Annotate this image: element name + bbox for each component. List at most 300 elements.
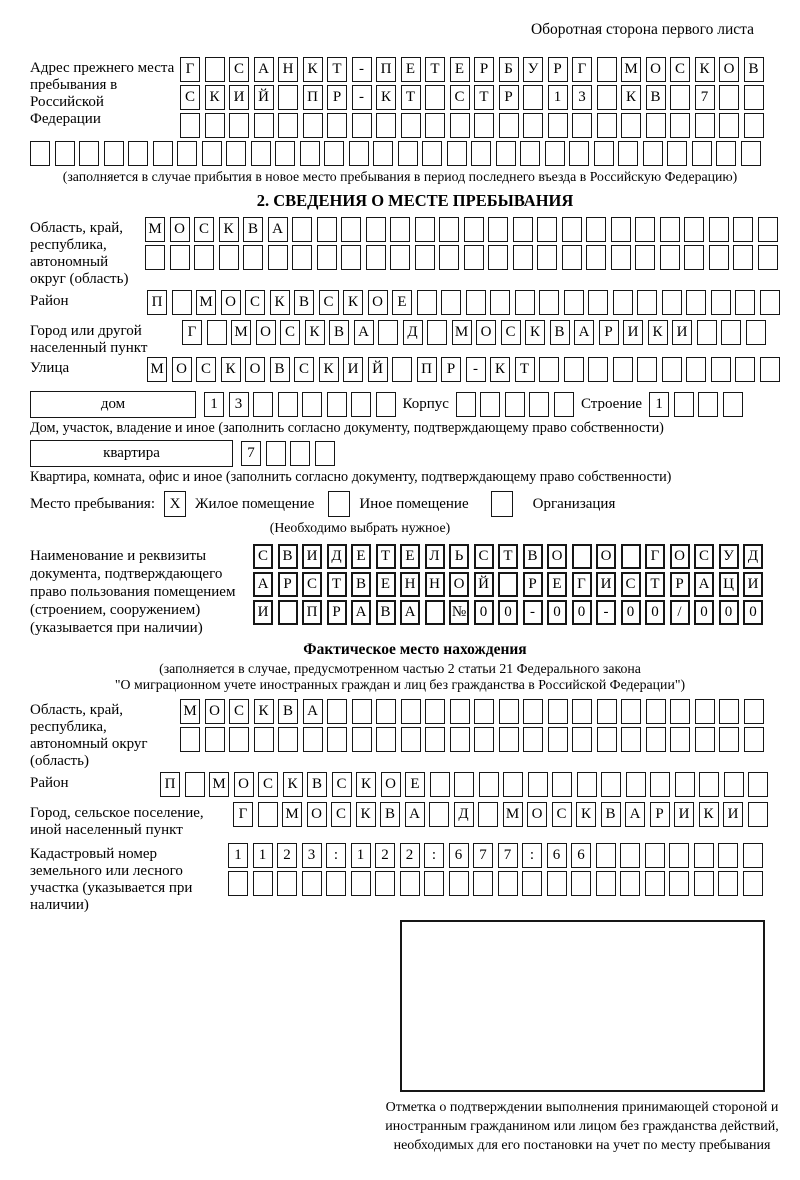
char-box (743, 843, 763, 868)
stay-option-other-premises-checkbox (328, 491, 350, 517)
char-box (376, 113, 396, 138)
char-box (569, 141, 589, 166)
char-box (572, 544, 592, 569)
char-box (548, 727, 568, 752)
char-box (618, 141, 638, 166)
char-box (572, 113, 592, 138)
char-box: У (523, 57, 543, 82)
char-box (376, 392, 396, 417)
char-box: Д (327, 544, 347, 569)
apartment-note: Квартира, комната, офис и иное (заполнить согласно документу, подтверждающему право собственности) (30, 469, 672, 485)
char-box (695, 727, 715, 752)
char-box: Н (278, 57, 298, 82)
char-box: Т (645, 572, 665, 597)
char-box: С (331, 802, 351, 827)
char-box: С (245, 290, 265, 315)
char-box (660, 245, 680, 270)
actual-location-note-1: (заполняется в случае, предусмотренном частью 2 статьи 21 Федерального закона (159, 661, 641, 676)
char-box (718, 871, 738, 896)
char-box (366, 245, 386, 270)
char-box: И (623, 320, 643, 345)
char-box (597, 727, 617, 752)
corner-note: Оборотная сторона первого листа (530, 21, 754, 38)
char-box (650, 772, 670, 797)
char-box: Т (327, 572, 347, 597)
char-box (523, 113, 543, 138)
char-box (417, 290, 437, 315)
char-box: 2 (277, 843, 297, 868)
char-box: К (576, 802, 596, 827)
char-box: С (229, 699, 249, 724)
char-box (554, 392, 574, 417)
char-box (505, 392, 525, 417)
prev-address-note: (заполняется в случае прибытия в новое место пребывания в период последнего въезда в Российскую Федерацию) (62, 169, 738, 184)
char-box: О (256, 320, 276, 345)
char-box: 0 (719, 600, 739, 625)
char-box (748, 772, 768, 797)
city-label: Город или другой населенный пункт (30, 323, 148, 356)
char-box (611, 245, 631, 270)
char-box: К (695, 57, 715, 82)
char-box (229, 113, 249, 138)
char-box: С (670, 57, 690, 82)
char-box (698, 392, 718, 417)
char-box (454, 772, 474, 797)
char-box (646, 699, 666, 724)
actual-location-block (30, 699, 800, 914)
char-box: К (254, 699, 274, 724)
char-box (352, 727, 372, 752)
char-box (645, 871, 665, 896)
char-box (464, 217, 484, 242)
char-box: Р (278, 572, 298, 597)
prev-address-row-2 (180, 85, 764, 110)
char-box: Е (450, 57, 470, 82)
char-box: П (160, 772, 180, 797)
char-box (254, 113, 274, 138)
char-box (499, 699, 519, 724)
district-label: Район (30, 293, 69, 309)
char-box: : (424, 843, 444, 868)
char-box: 1 (204, 392, 224, 417)
char-box: С (253, 544, 273, 569)
actual-district-label: Район (30, 775, 69, 791)
char-box (637, 357, 657, 382)
char-box (669, 843, 689, 868)
char-box (327, 727, 347, 752)
char-box (430, 772, 450, 797)
char-box (643, 141, 663, 166)
char-box: И (343, 357, 363, 382)
char-box (450, 113, 470, 138)
char-box: И (302, 544, 322, 569)
char-box (341, 245, 361, 270)
korpus-row (456, 392, 574, 417)
char-box (375, 871, 395, 896)
char-box (719, 113, 739, 138)
char-box (464, 245, 484, 270)
char-box (548, 113, 568, 138)
actual-city-row-group (30, 802, 800, 839)
char-box: Д (454, 802, 474, 827)
char-box: К (699, 802, 719, 827)
char-box: Р (523, 572, 543, 597)
char-box: Р (548, 57, 568, 82)
char-box: Е (547, 572, 567, 597)
char-box (376, 727, 396, 752)
char-box (513, 217, 533, 242)
char-box: 0 (743, 600, 763, 625)
char-box (597, 699, 617, 724)
char-box: М (209, 772, 229, 797)
char-box (513, 245, 533, 270)
actual-region-row-2 (180, 727, 764, 752)
char-box (515, 290, 535, 315)
char-box (523, 699, 543, 724)
char-box (645, 843, 665, 868)
street-row-group (30, 357, 800, 385)
char-box (373, 141, 393, 166)
char-box (194, 245, 214, 270)
char-box: Й (254, 85, 274, 110)
char-box: В (278, 699, 298, 724)
char-box (733, 217, 753, 242)
char-box (564, 357, 584, 382)
char-box (552, 772, 572, 797)
char-box (185, 772, 205, 797)
char-box: К (283, 772, 303, 797)
char-box: О (547, 544, 567, 569)
char-box: 0 (572, 600, 592, 625)
char-box: К (621, 85, 641, 110)
char-box (253, 871, 273, 896)
char-box (324, 141, 344, 166)
actual-city-row (233, 802, 768, 827)
char-box (302, 871, 322, 896)
prev-address-row-1 (180, 57, 764, 82)
char-box: 0 (547, 600, 567, 625)
char-box: Г (180, 57, 200, 82)
char-box: 0 (694, 600, 714, 625)
char-box: В (523, 544, 543, 569)
char-box (327, 392, 347, 417)
char-box (425, 727, 445, 752)
actual-region-row-1 (180, 699, 764, 724)
char-box (620, 871, 640, 896)
char-box: 2 (400, 843, 420, 868)
char-box: Р (327, 85, 347, 110)
char-box (611, 217, 631, 242)
stay-option-residential-checkbox: X (164, 491, 186, 517)
char-box: И (253, 600, 273, 625)
char-box (352, 113, 372, 138)
char-box (588, 357, 608, 382)
char-box: Г (233, 802, 253, 827)
char-box: К (356, 772, 376, 797)
char-box (229, 727, 249, 752)
char-box (251, 141, 271, 166)
char-box (219, 245, 239, 270)
char-box: В (243, 217, 263, 242)
char-box: А (354, 320, 374, 345)
char-box: Т (401, 85, 421, 110)
char-box: К (303, 57, 323, 82)
char-box: М (231, 320, 251, 345)
char-box: 0 (474, 600, 494, 625)
char-box (724, 772, 744, 797)
char-box: М (282, 802, 302, 827)
char-box (601, 772, 621, 797)
char-box: 7 (473, 843, 493, 868)
char-box (422, 141, 442, 166)
char-box: Д (403, 320, 423, 345)
stroenie-label: Строение (580, 396, 643, 412)
char-box: С (501, 320, 521, 345)
char-box (479, 772, 499, 797)
char-box: С (229, 57, 249, 82)
char-box (744, 113, 764, 138)
char-box (744, 85, 764, 110)
char-box: В (329, 320, 349, 345)
char-box (303, 727, 323, 752)
char-box (760, 357, 780, 382)
char-box: № (449, 600, 469, 625)
district-row-group (30, 290, 800, 318)
char-box: Д (743, 544, 763, 569)
apartment-row-group (30, 440, 800, 467)
char-box (317, 245, 337, 270)
char-box: М (147, 357, 167, 382)
char-box (735, 290, 755, 315)
char-box: 1 (351, 843, 371, 868)
char-box: И (229, 85, 249, 110)
char-box: П (376, 57, 396, 82)
char-box (401, 727, 421, 752)
char-box (709, 217, 729, 242)
char-box: Р (441, 357, 461, 382)
char-box: А (351, 600, 371, 625)
char-box: - (466, 357, 486, 382)
char-box: М (452, 320, 472, 345)
char-box (327, 699, 347, 724)
char-box: К (205, 85, 225, 110)
char-box: О (245, 357, 265, 382)
char-box: Р (499, 85, 519, 110)
char-box: 7 (498, 843, 518, 868)
char-box: Ц (719, 572, 739, 597)
char-box: С (196, 357, 216, 382)
char-box (415, 245, 435, 270)
char-box (456, 392, 476, 417)
char-box: А (253, 572, 273, 597)
char-box: К (305, 320, 325, 345)
char-box (390, 217, 410, 242)
char-box (302, 392, 322, 417)
char-box: К (376, 85, 396, 110)
char-box (447, 141, 467, 166)
stroenie-row (649, 392, 743, 417)
stay-option-organization-label: Организация (532, 495, 616, 512)
char-box: И (723, 802, 743, 827)
char-box: А (625, 802, 645, 827)
char-box: Ь (449, 544, 469, 569)
char-box (226, 141, 246, 166)
char-box: А (694, 572, 714, 597)
char-box (586, 217, 606, 242)
char-box: И (596, 572, 616, 597)
actual-region-row-group (30, 699, 800, 770)
char-box: Б (499, 57, 519, 82)
cadastral-row-1 (228, 843, 763, 868)
char-box (327, 113, 347, 138)
char-box (621, 544, 641, 569)
char-box (292, 217, 312, 242)
char-box: К (356, 802, 376, 827)
stay-option-organization-checkbox (491, 491, 513, 517)
char-box (588, 290, 608, 315)
char-box: В (380, 802, 400, 827)
char-box (450, 727, 470, 752)
char-box (441, 290, 461, 315)
char-box: С (319, 290, 339, 315)
char-box: Г (572, 572, 592, 597)
char-box: О (646, 57, 666, 82)
char-box (674, 392, 694, 417)
char-box: С (258, 772, 278, 797)
char-box (719, 85, 739, 110)
char-box: О (172, 357, 192, 382)
char-box (528, 772, 548, 797)
char-box: А (405, 802, 425, 827)
char-box: Й (368, 357, 388, 382)
char-box: К (490, 357, 510, 382)
char-box: М (180, 699, 200, 724)
char-box: О (221, 290, 241, 315)
char-box (153, 141, 173, 166)
char-box: Н (400, 572, 420, 597)
char-box: А (254, 57, 274, 82)
char-box (490, 290, 510, 315)
char-box (450, 699, 470, 724)
char-box (746, 320, 766, 345)
actual-city-label: Город, сельское поселение, иной населенный пункт (30, 805, 204, 838)
char-box: Р (327, 600, 347, 625)
char-box (474, 113, 494, 138)
char-box (748, 802, 768, 827)
char-box (670, 113, 690, 138)
char-box (723, 392, 743, 417)
char-box (523, 727, 543, 752)
prev-address-row-4 (30, 141, 800, 166)
char-box (562, 245, 582, 270)
char-box: Н (425, 572, 445, 597)
char-box (646, 727, 666, 752)
char-box (268, 245, 288, 270)
char-box (758, 217, 778, 242)
char-box (277, 871, 297, 896)
char-box (429, 802, 449, 827)
char-box: Г (182, 320, 202, 345)
char-box (692, 141, 712, 166)
char-box (478, 802, 498, 827)
char-box (278, 85, 298, 110)
char-box (596, 843, 616, 868)
char-box: Е (392, 290, 412, 315)
char-box: 1 (228, 843, 248, 868)
char-box (571, 871, 591, 896)
stay-option-residential-label: Жилое помещение (195, 495, 315, 512)
char-box: А (268, 217, 288, 242)
char-box: Л (425, 544, 445, 569)
apartment-box-label: квартира (30, 440, 233, 467)
char-box (562, 217, 582, 242)
char-box (449, 871, 469, 896)
char-box: А (400, 600, 420, 625)
char-box: П (147, 290, 167, 315)
char-box: В (376, 600, 396, 625)
char-box (180, 727, 200, 752)
char-box (275, 141, 295, 166)
char-box (439, 217, 459, 242)
char-box (498, 572, 518, 597)
char-box: В (270, 357, 290, 382)
char-box (180, 113, 200, 138)
char-box (741, 141, 761, 166)
actual-district-row-group (30, 772, 800, 800)
char-box: 6 (571, 843, 591, 868)
char-box (596, 871, 616, 896)
char-box (564, 290, 584, 315)
char-box (488, 245, 508, 270)
document-row-group (30, 544, 800, 637)
char-box: К (648, 320, 668, 345)
apartment-number-row (241, 441, 335, 466)
char-box: И (743, 572, 763, 597)
char-box (278, 727, 298, 752)
char-box: О (670, 544, 690, 569)
char-box (415, 217, 435, 242)
char-box (378, 320, 398, 345)
char-box: / (670, 600, 690, 625)
char-box (660, 217, 680, 242)
char-box (621, 113, 641, 138)
stay-option-other-premises-label: Иное помещение (359, 495, 469, 512)
char-box (537, 217, 557, 242)
char-box (172, 290, 192, 315)
char-box (326, 871, 346, 896)
char-box (425, 600, 445, 625)
char-box (719, 699, 739, 724)
cadastral-row-group (30, 843, 800, 914)
char-box: 1 (548, 85, 568, 110)
char-box: Т (327, 57, 347, 82)
char-box (228, 871, 248, 896)
char-box: В (646, 85, 666, 110)
char-box (392, 357, 412, 382)
char-box (278, 113, 298, 138)
char-box: Й (474, 572, 494, 597)
char-box (620, 843, 640, 868)
char-box: О (476, 320, 496, 345)
stay-type-row (30, 491, 800, 517)
char-box (744, 699, 764, 724)
char-box: О (307, 802, 327, 827)
char-box (520, 141, 540, 166)
char-box: С (302, 572, 322, 597)
char-box (662, 357, 682, 382)
char-box (675, 772, 695, 797)
char-box (278, 600, 298, 625)
